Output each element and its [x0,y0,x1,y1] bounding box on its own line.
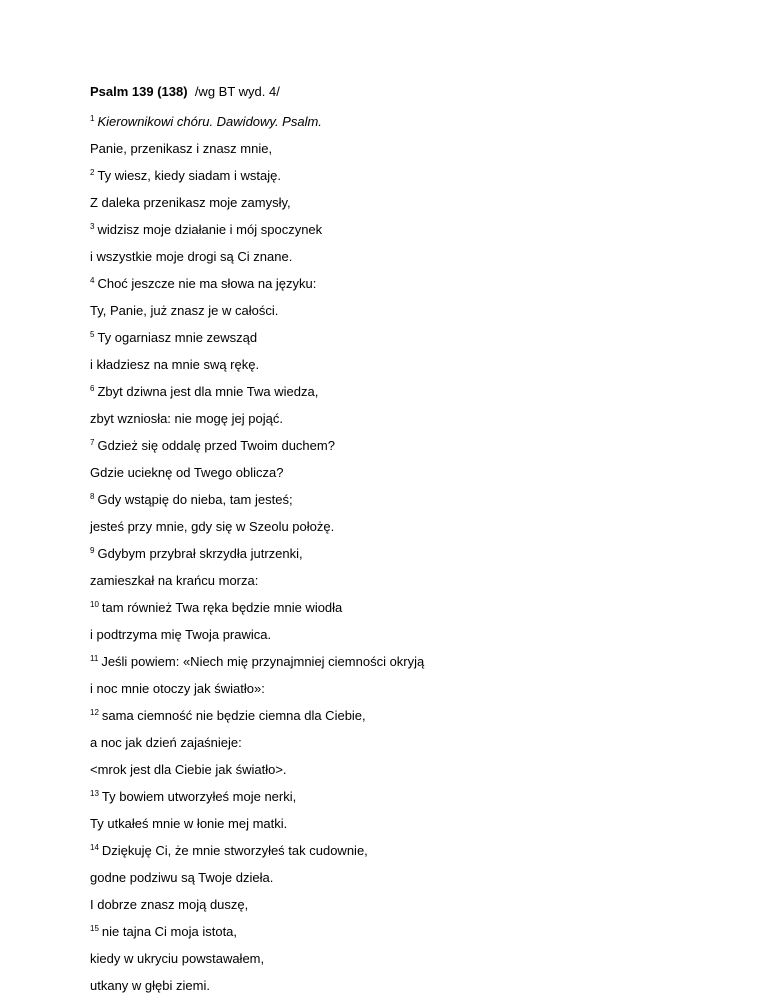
psalm-line [90,654,690,681]
verse-number: 11 [90,654,99,663]
line-text: I dobrze znasz moją duszę, [90,897,249,912]
psalm-line [90,141,690,168]
verse-number: 7 [90,438,95,447]
line-text: Zbyt dziwna jest dla mnie Twa wiedza, [97,384,319,399]
psalm-line [90,762,690,789]
psalm-line [90,384,690,411]
line-text: Ty bowiem utworzyłeś moje nerki, [101,789,297,804]
verse-number: 15 [90,924,99,933]
psalm-line [90,357,690,384]
psalm-line [90,222,690,249]
psalm-line [90,681,690,708]
verse-number: 6 [90,384,95,393]
document-page [90,84,690,1005]
line-text: utkany w głębi ziemi. [90,978,210,993]
line-text: Kierownikowi chóru. Dawidowy. Psalm. [97,114,322,129]
line-text: a noc jak dzień zajaśnieje: [90,735,242,750]
line-text: i wszystkie moje drogi są Ci znane. [90,249,293,264]
line-text: nie tajna Ci moja istota, [101,924,238,939]
line-text: jesteś przy mnie, gdy się w Szeolu położę. [90,519,335,534]
verse-number: 13 [90,789,99,798]
psalm-line [90,627,690,654]
line-text: zamieszkał na krańcu morza: [90,573,259,588]
line-text: godne podziwu są Twoje dzieła. [90,870,274,885]
line-text: <mrok jest dla Ciebie jak światło>. [90,762,287,777]
verse-number: 3 [90,222,95,231]
psalm-line [90,276,690,303]
psalm-line [90,843,690,870]
line-text: i noc mnie otoczy jak światło»: [90,681,265,696]
psalm-line [90,195,690,222]
psalm-line [90,114,690,141]
verse-number: 4 [90,276,95,285]
psalm-line [90,330,690,357]
translation-note: /wg BT wyd. 4/ [194,84,280,99]
document-title [90,84,690,100]
line-text: i kładziesz na mnie swą rękę. [90,357,260,372]
line-text: Ty ogarniasz mnie zewsząd [97,330,258,345]
line-text: Jeśli powiem: «Niech mię przynajmniej ciemności okryją [101,654,425,669]
line-text: Z daleka przenikasz moje zamysły, [90,195,291,210]
psalm-line [90,789,690,816]
line-text: sama ciemność nie będzie ciemna dla Ciebie, [101,708,366,723]
line-text: Gdybym przybrał skrzydła jutrzenki, [97,546,303,561]
verse-number: 14 [90,843,99,852]
psalm-line [90,951,690,978]
psalm-title: Psalm 139 (138) [90,84,188,99]
line-text: Ty wiesz, kiedy siadam i wstaję. [97,168,281,183]
psalm-line [90,816,690,843]
psalm-line [90,600,690,627]
line-text: tam również Twa ręka będzie mnie wiodła [101,600,343,615]
psalm-line [90,546,690,573]
line-text: Gdzież się oddalę przed Twoim duchem? [97,438,335,453]
psalm-line [90,735,690,762]
psalm-line [90,492,690,519]
psalm-line [90,978,690,1005]
psalm-line [90,438,690,465]
verse-number: 5 [90,330,95,339]
psalm-line [90,897,690,924]
line-text: zbyt wzniosła: nie mogę jej pojąć. [90,411,283,426]
psalm-line [90,303,690,330]
psalm-text [90,114,690,1005]
psalm-line [90,411,690,438]
line-text: Gdy wstąpię do nieba, tam jesteś; [97,492,293,507]
psalm-line [90,519,690,546]
verse-number: 10 [90,600,99,609]
line-text: Ty utkałeś mnie w łonie mej matki. [90,816,288,831]
line-text: Dziękuję Ci, że mnie stworzyłeś tak cudownie, [101,843,368,858]
verse-number: 2 [90,168,95,177]
psalm-line [90,249,690,276]
line-text: kiedy w ukryciu powstawałem, [90,951,265,966]
psalm-line [90,708,690,735]
verse-number: 9 [90,546,95,555]
psalm-line [90,924,690,951]
line-text: Gdzie ucieknę od Twego oblicza? [90,465,284,480]
line-text: Panie, przenikasz i znasz mnie, [90,141,273,156]
line-text: Ty, Panie, już znasz je w całości. [90,303,279,318]
line-text: Choć jeszcze nie ma słowa na języku: [97,276,317,291]
psalm-line [90,573,690,600]
psalm-line [90,465,690,492]
line-text: i podtrzyma mię Twoja prawica. [90,627,272,642]
verse-number: 1 [90,114,95,123]
verse-number: 12 [90,708,99,717]
psalm-line [90,168,690,195]
psalm-line [90,870,690,897]
line-text: widzisz moje działanie i mój spoczynek [97,222,323,237]
verse-number: 8 [90,492,95,501]
